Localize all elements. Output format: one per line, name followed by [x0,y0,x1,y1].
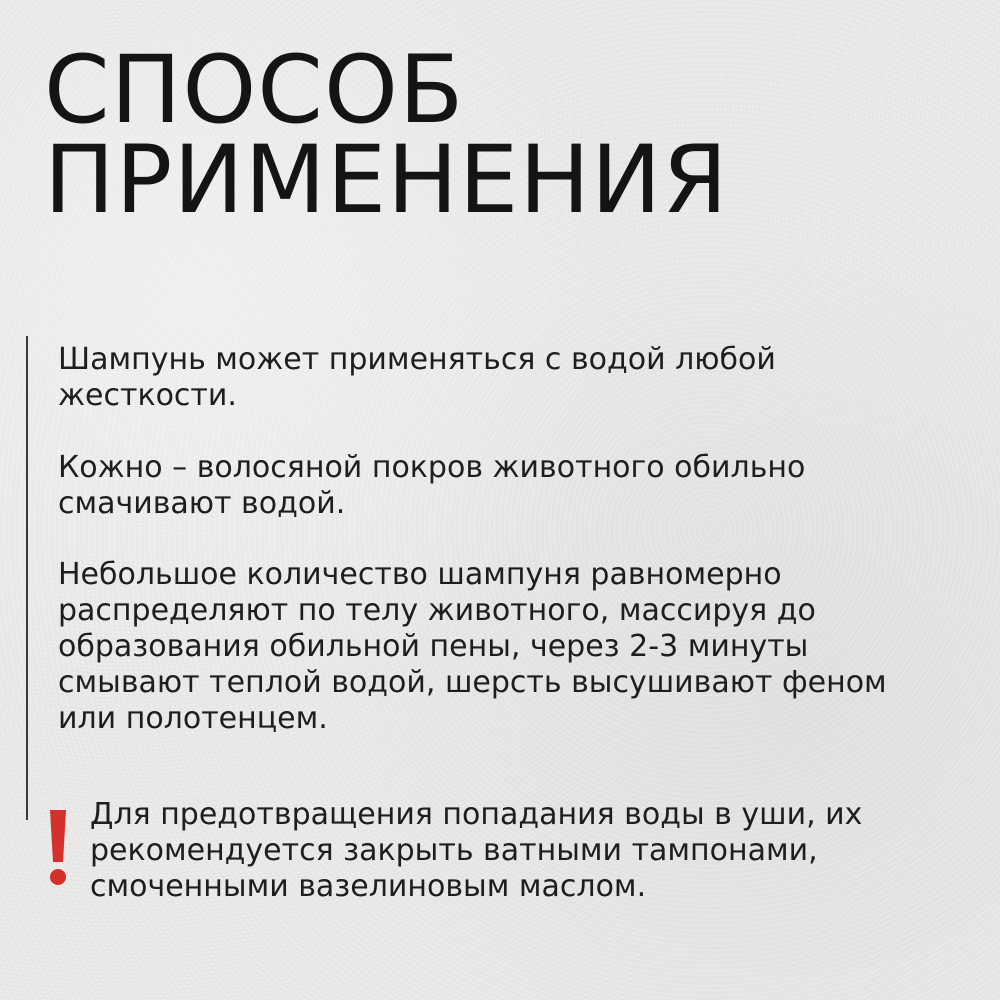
paragraph-line: Шампунь может применяться с водой любой [58,342,776,377]
exclamation-bar [50,810,66,862]
paragraph-line: Кожно – волосяной покров животного обильно [58,450,806,485]
paragraph-line: жесткости. [58,378,237,413]
title-line: ПРИМЕНЕНИЯ [44,126,729,235]
paragraph-line: смачивают водой. [58,486,346,521]
exclamation-icon [46,810,70,886]
warning-line: рекомендуется закрыть ватными тампонами, [90,833,818,868]
exclamation-dot [50,869,66,885]
paragraph-line: или полотенцем. [58,701,328,736]
vertical-divider [26,336,28,820]
paragraph-line: образования обильной пены, через 2-3 минуты [58,629,809,664]
paragraph-water-hardness [58,342,776,414]
paragraph-line: Небольшое количество шампуня равномерно [58,557,782,592]
warning-line: Для предотвращения попадания воды в уши, их [90,797,863,832]
warning-note [90,797,862,905]
warning-line: смоченными вазелиновым маслом. [90,869,647,904]
page-title [44,36,729,235]
paragraph-line: смывают теплой водой, шерсть высушивают феном [58,665,887,700]
paragraph-line: распределяют по телу животного, массируя до [58,593,816,628]
paragraph-wetting [58,450,805,522]
title-line: СПОСОБ [44,36,465,145]
paragraph-application [58,557,887,737]
